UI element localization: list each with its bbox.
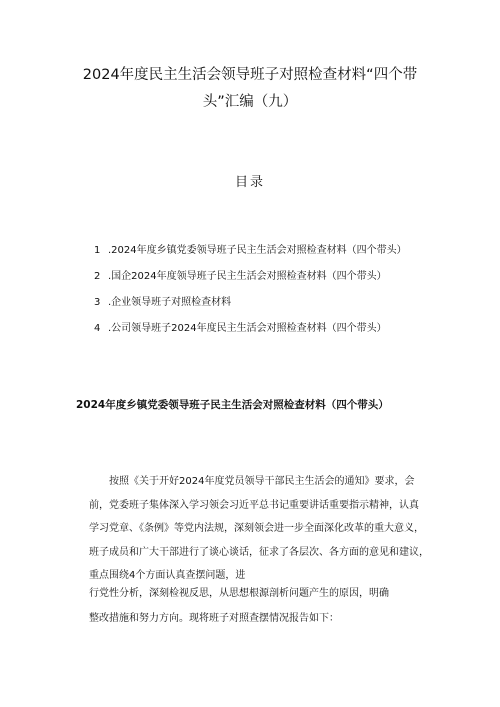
- body-paragraph: [89, 470, 429, 631]
- toc-item[interactable]: [94, 290, 407, 316]
- toc-item-number: 3: [94, 297, 101, 308]
- section-title: 2024年度乡镇党委领导班子民主生活会对照检查材料（四个带头）: [76, 399, 389, 411]
- table-of-contents: [94, 238, 407, 342]
- body-line: 行党性分析，深刻检视反思，从思想根源剖析问题产生的原因，明确: [89, 587, 389, 599]
- toc-item-text: .企业领导班子对照检查材料: [108, 297, 232, 308]
- toc-item[interactable]: [94, 264, 407, 290]
- toc-item[interactable]: [94, 316, 407, 342]
- toc-item[interactable]: [94, 238, 407, 264]
- toc-heading: 目录: [234, 175, 265, 190]
- toc-item-text: .2024年度乡镇党委领导班子民主生活会对照检查材料（四个带头）: [108, 245, 407, 256]
- toc-item-text: .公司领导班子2024年度民主生活会对照检查材料（四个带头）: [108, 323, 387, 334]
- body-line: 重点围绕4个方面认真查摆问题，进: [89, 570, 246, 581]
- toc-item-number: 1: [94, 245, 101, 256]
- body-line: 整改措施和努力方向。现将班子对照查摆情况报告如下：: [89, 613, 339, 624]
- body-line: 按照《关于开好2024年度党员领导干部民主生活会的通知》要求，会: [109, 476, 415, 487]
- toc-item-number: 2: [94, 271, 101, 282]
- document-title: [60, 62, 440, 116]
- toc-item-number: 4: [94, 323, 101, 334]
- body-line: 前，党委班子集体深入学习领会习近平总书记重要讲话重要指示精神，认真: [89, 499, 419, 511]
- body-line: 班子成员和广大干部进行了谈心谈话，征求了各层次、各方面的意见和建议，: [89, 546, 429, 558]
- title-line-1: 2024年度民主生活会领导班子对照检查材料“四个带: [82, 67, 418, 83]
- body-line: 学习党章、《条例》等党内法规，深刻领会进一步全面深化改革的重大意义，: [89, 523, 424, 534]
- toc-item-text: .国企2024年度领导班子民主生活会对照检查材料（四个带头）: [108, 271, 387, 282]
- title-line-2: 头”汇编（九）: [202, 94, 298, 110]
